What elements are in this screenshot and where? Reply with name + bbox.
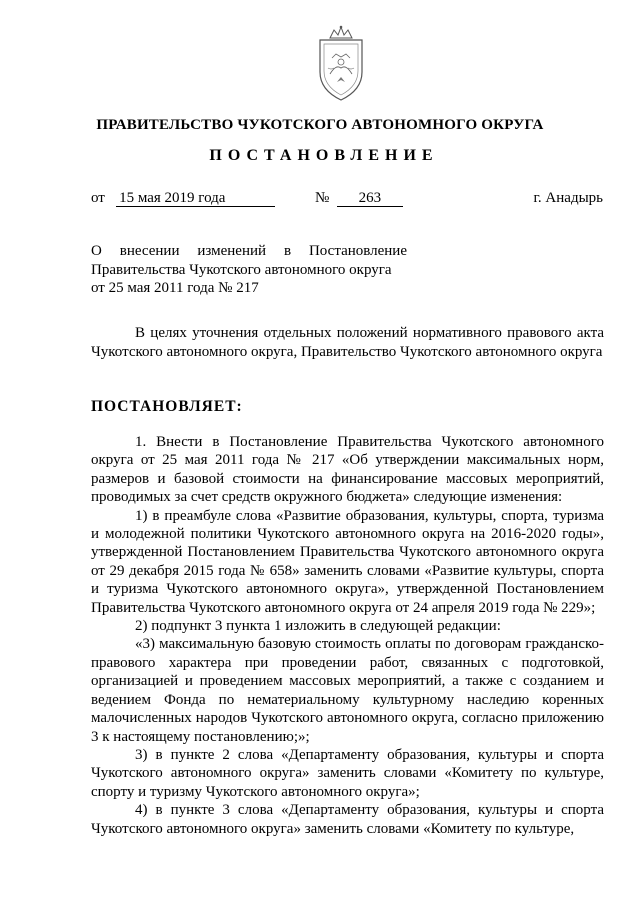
body-paragraph: 2) подпункт 3 пункта 1 изложить в следующей редакции: bbox=[135, 618, 501, 635]
document-subject bbox=[91, 242, 407, 298]
subject-line: О внесении изменений в Постановление bbox=[91, 243, 407, 259]
date-label: от bbox=[91, 190, 105, 206]
number-value: 263 bbox=[337, 191, 403, 207]
subject-line: Правительства Чукотского автономного округа bbox=[91, 261, 392, 278]
subject-line: от 25 мая 2011 года № 217 bbox=[91, 280, 259, 296]
document-type-title: ПОСТАНОВЛЕНИЕ bbox=[209, 147, 439, 164]
document-city: г. Анадырь bbox=[533, 190, 603, 206]
decree-body bbox=[91, 433, 604, 838]
body-paragraph: 1. Внести в Постановление Правительства Чукотского автономного округа от 25 мая 2011 года № 217 «Об утверждении максимальных норм, размеров и базовой стоимости на финансирование массовых мероприятий, проводимых за счет средств окружного бюджета» следующие изменения: bbox=[91, 434, 604, 506]
document-date bbox=[91, 190, 275, 207]
date-value: 15 мая 2019 года bbox=[116, 191, 275, 207]
body-paragraph: 4) в пункте 3 слова «Департаменту образования, культуры и спорта Чукотского автономного округа» заменить словами «Комитету по культуре, bbox=[91, 802, 604, 837]
number-label: № bbox=[315, 190, 330, 206]
decree-heading: ПОСТАНОВЛЯЕТ: bbox=[91, 398, 243, 415]
body-paragraph: 3) в пункте 2 слова «Департаменту образования, культуры и спорта Чукотского автономного округа» заменить словами «Комитету по культуре, спорту и туризму Чукотского автономного округа»; bbox=[91, 746, 604, 800]
government-title: ПРАВИТЕЛЬСТВО ЧУКОТСКОГО АВТОНОМНОГО ОКРУГА bbox=[96, 117, 544, 133]
preamble bbox=[91, 324, 604, 361]
body-paragraph: 1) в преамбуле слова «Развитие образования, культуры, спорта, туризма и молодежной политики Чукотского автономного округа на 2016-2020 годы», утвержденной Постановлением Правительства Чукотского автономного округа от 29 декабря 2015 года № 658» заменить словами «Развитие культуры, спорта и туризма Чукотского автономного округа», утвержденной Постановлением Правительства Чукотского автономного округа от 24 апреля 2019 года № 229»; bbox=[91, 507, 604, 616]
body-paragraph: «3) максимальную базовую стоимость оплаты по договорам гражданско-правового характера при проведении работ, связанных с подготовкой, организацией и проведением массовых мероприятий, а также с созданием и ведением Фонда по нематериальному культурному наследию коренных малочисленных народов Чукотского автономного округа, согласно приложению 3 к настоящему постановлению;»; bbox=[91, 636, 604, 745]
coat-of-arms-icon bbox=[306, 24, 376, 106]
document-number bbox=[315, 190, 403, 207]
preamble-text: В целях уточнения отдельных положений нормативного правового акта Чукотского автономного округа, Правительство Чукотского автономного округа bbox=[91, 325, 604, 360]
